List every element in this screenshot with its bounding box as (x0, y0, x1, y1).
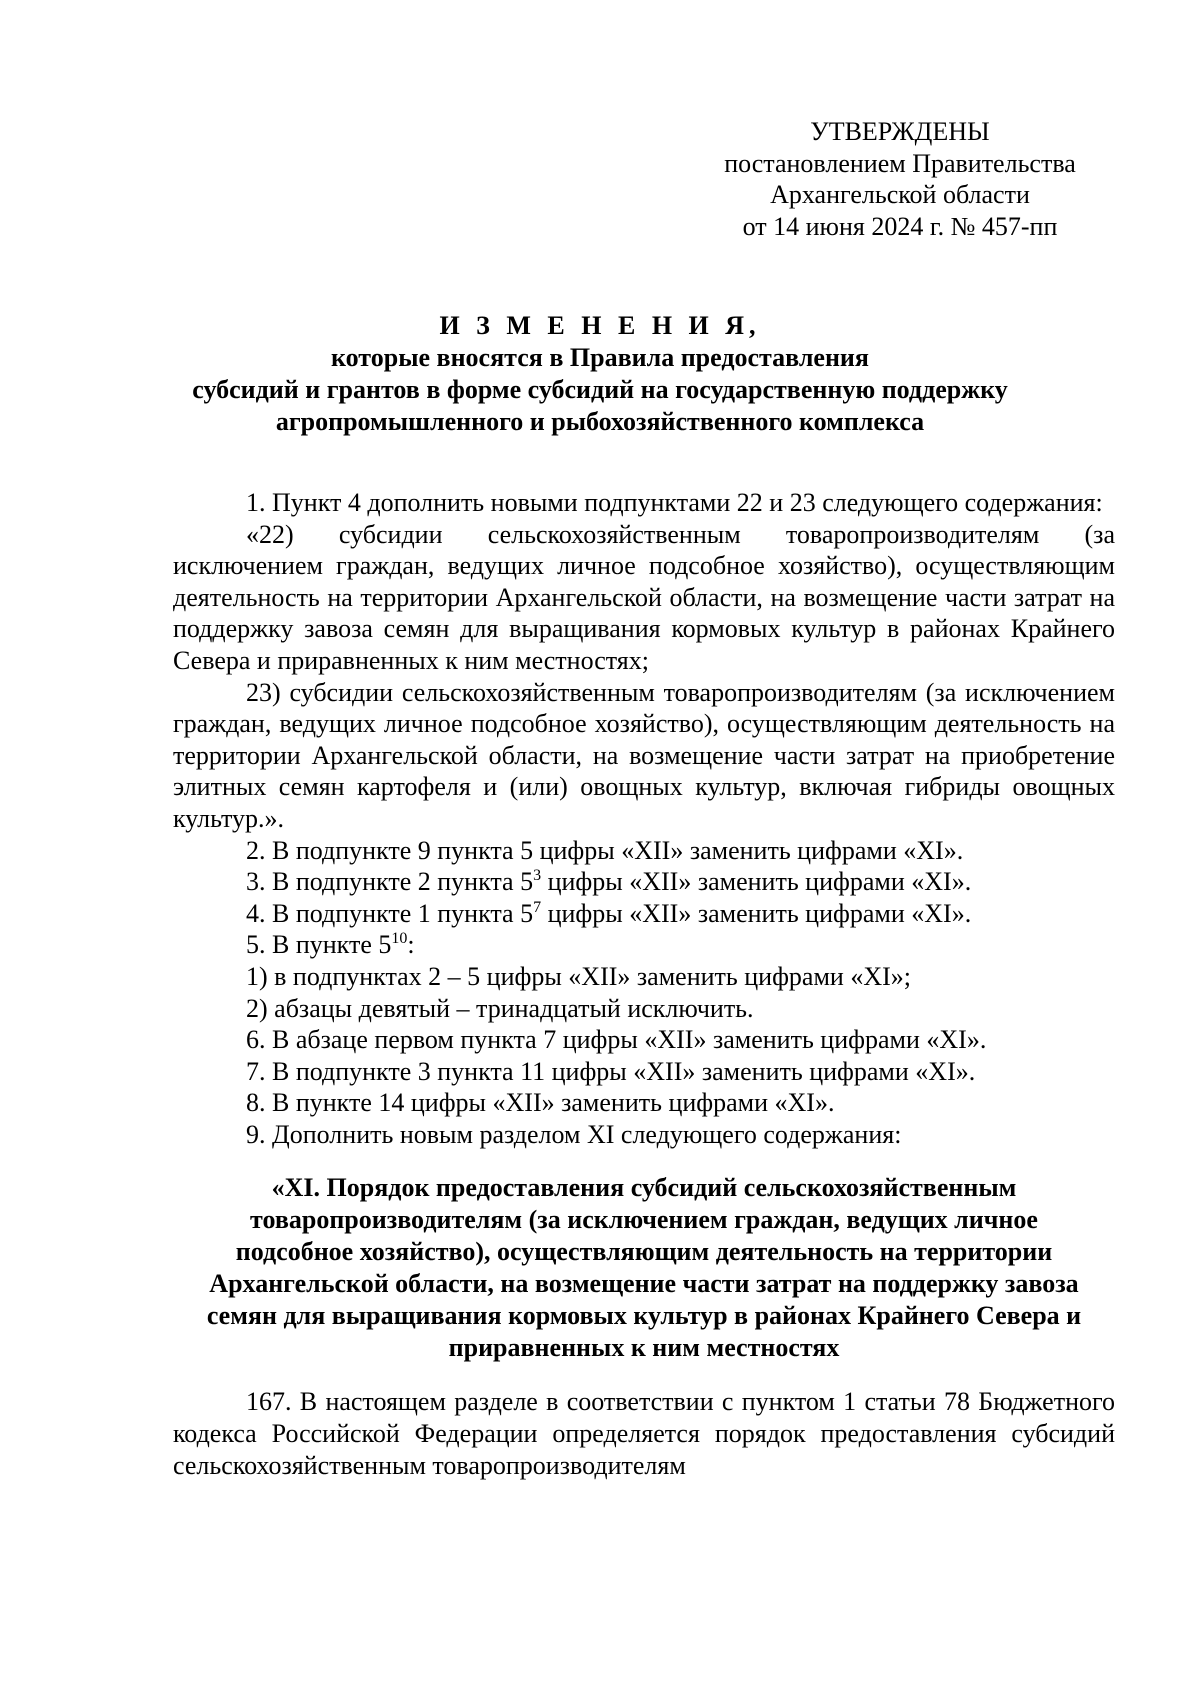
paragraph-2: 2. В подпункте 9 пункта 5 цифры «XII» заменить цифрами «XI». (246, 835, 964, 865)
title-line-2: субсидий и грантов в форме субсидий на государственную поддержку (192, 375, 1008, 404)
document-title (150, 310, 1050, 438)
paragraph-5 (173, 929, 1115, 961)
approval-line-1: УТВЕРЖДЕНЫ (810, 117, 990, 146)
section-xi-title: «XI. Порядок предоставления субсидий сельскохозяйственным товаропроизводителям (за исключением граждан, ведущих личное подсобное хозяйство), осуществляющим деятельность на территории Архангельской области, на возмещение части затрат на поддержку завоза семян для выращивания кормовых культур в районах Крайнего Севера и приравненных к ним местностях (206, 1173, 1082, 1363)
title-line-1: которые вносятся в Правила предоставления (331, 343, 869, 372)
approval-line-4: от 14 июня 2024 г. № 457-пп (742, 211, 1058, 241)
paragraph-8: 8. В пункте 14 цифры «XII» заменить цифрами «XI». (246, 1088, 835, 1118)
paragraph-4-superscript: 7 (533, 898, 542, 916)
paragraph-4-text-a: 4. В подпункте 1 пункта 5 (246, 898, 534, 928)
paragraph-6: 6. В абзаце первом пункта 7 цифры «XII» заменить цифрами «XI». (246, 1025, 987, 1055)
paragraph-4-text-b: цифры «XII» заменить цифрами «XI». (541, 898, 972, 928)
paragraph-1: 1. Пункт 4 дополнить новыми подпунктами 22 и 23 следующего содержания: (246, 488, 1103, 517)
paragraph-5-text-a: 5. В пункте 5 (246, 930, 392, 960)
paragraph-3-text-a: 3. В подпункте 2 пункта 5 (246, 867, 534, 897)
approval-stamp (690, 116, 1110, 242)
paragraph-3-text-b: цифры «XII» заменить цифрами «XI». (541, 867, 972, 897)
paragraph-167: 167. В настоящем разделе в соответствии с пунктом 1 статьи 78 Бюджетного кодекса Российской Федерации определяется порядок предоставления субсидий сельскохозяйственным товаропроизводителям (173, 1387, 1115, 1480)
approval-line-2: постановлением Правительства (724, 148, 1076, 178)
title-heading: И З М Е Н Е Н И Я, (439, 311, 761, 340)
paragraph-5-superscript: 10 (391, 930, 408, 948)
paragraph-5-sub-2: 2) абзацы девятый – тринадцатый исключить. (246, 993, 754, 1023)
paragraph-3 (173, 866, 1115, 898)
paragraph-3-superscript: 3 (533, 867, 542, 885)
title-line-3: агропромышленного и рыбохозяйственного комплекса (275, 407, 925, 436)
paragraph-9: 9. Дополнить новым разделом XI следующего содержания: (246, 1119, 902, 1149)
paragraph-4 (173, 898, 1115, 930)
paragraph-7: 7. В подпункте 3 пункта 11 цифры «XII» заменить цифрами «XI». (246, 1056, 976, 1086)
paragraph-5-text-b: : (407, 930, 415, 960)
paragraph-1-sub-23: 23) субсидии сельскохозяйственным товаропроизводителям (за исключением граждан, ведущих личное подсобное хозяйство), осуществляющим деятельность на территории Архангельской области, на возмещение части затрат на приобретение элитных семян картофеля и (или) овощных культур, включая гибриды овощных культур.». (173, 677, 1115, 833)
document-body (173, 487, 1115, 1481)
paragraph-1-sub-22: «22) субсидии сельскохозяйственным товаропроизводителям (за исключением граждан, ведущих личное подсобное хозяйство), осуществляющим деятельность на территории Архангельской области, на возмещение части затрат на поддержку завоза семян для выращивания кормовых культур в районах Крайнего Севера и приравненных к ним местностях; (173, 519, 1115, 675)
paragraph-5-sub-1: 1) в подпунктах 2 – 5 цифры «XII» заменить цифрами «XI»; (246, 961, 911, 991)
approval-line-3: Архангельской области (770, 180, 1030, 209)
